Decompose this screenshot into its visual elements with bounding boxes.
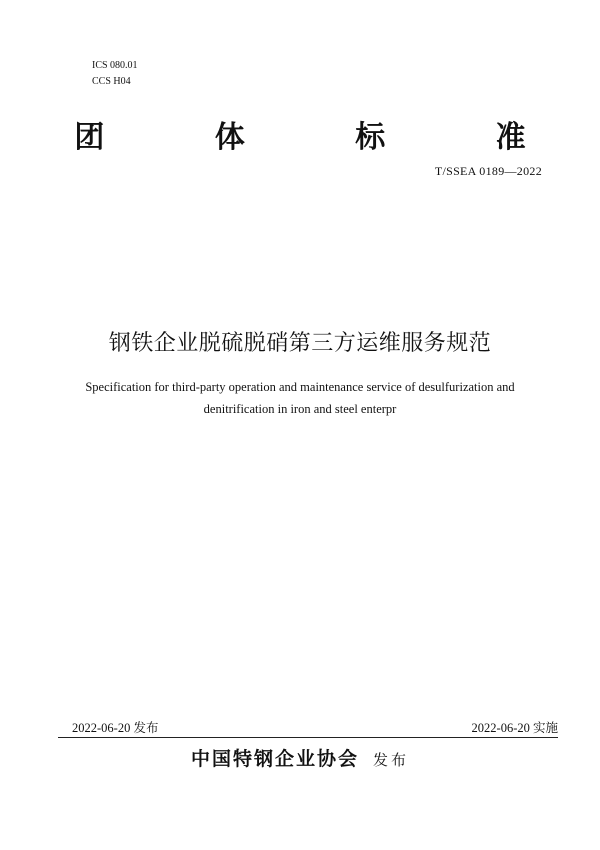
title-english xyxy=(40,376,560,420)
title-english-line-2: denitrification in iron and steel enterpr xyxy=(203,402,397,416)
bottom-divider xyxy=(58,737,558,738)
title-chinese: 钢铁企业脱硫脱硝第三方运维服务规范 xyxy=(108,331,492,356)
ccs-code: CCS H04 xyxy=(92,76,131,87)
publisher-line xyxy=(0,744,600,771)
classification-codes xyxy=(92,58,138,90)
standard-type-heading: 团 体 标 准 xyxy=(74,120,576,155)
release-date: 2022-06-20 发布 xyxy=(72,721,159,735)
publish-label: 发布 xyxy=(373,751,410,769)
publisher-name: 中国特钢企业协会 xyxy=(190,748,359,770)
implement-date: 2022-06-20 实施 xyxy=(471,721,558,735)
title-english-line-1: Specification for third-party operation and maintenance service of desulfurization and xyxy=(85,380,515,394)
standard-number: T/SSEA 0189—2022 xyxy=(434,164,542,178)
ics-code: ICS 080.01 xyxy=(92,60,138,71)
